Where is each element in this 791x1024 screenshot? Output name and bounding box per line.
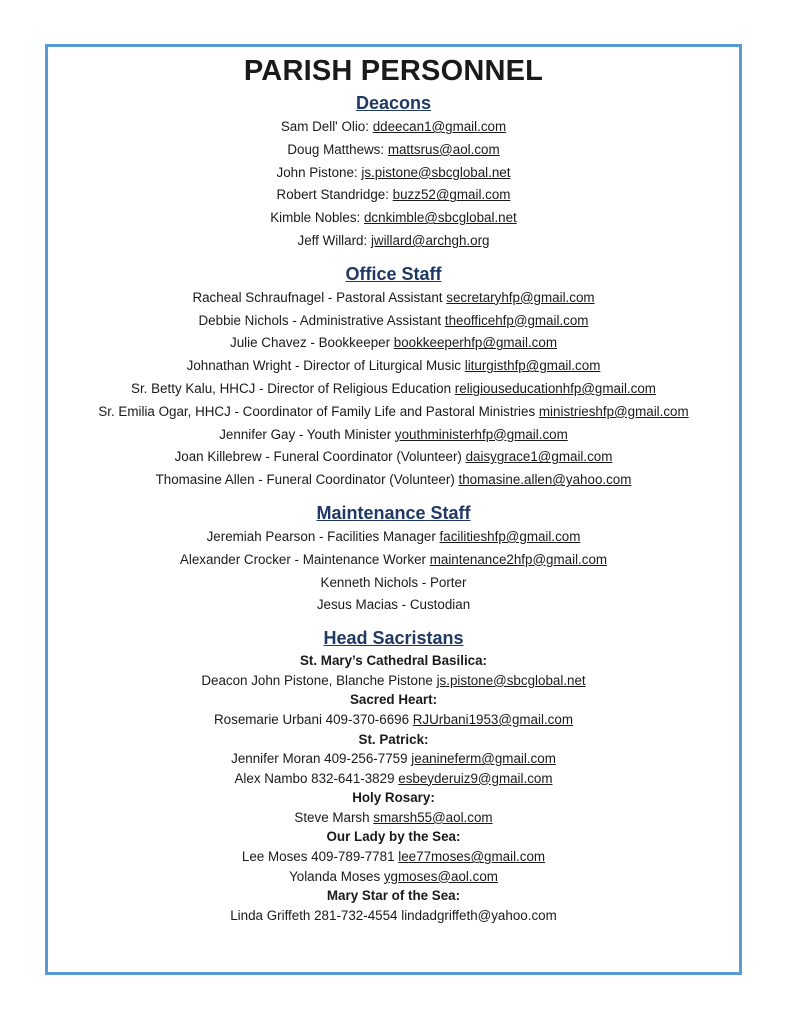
contact-line: [48, 207, 739, 230]
email-link[interactable]: daisygrace1@gmail.com: [465, 449, 613, 465]
contact-name: Sr. Betty Kalu, HHCJ - Director of Religious Education: [131, 380, 455, 396]
contact-name: Alexander Crocker - Maintenance Worker: [179, 551, 430, 567]
contact-name: Doug Matthews:: [287, 141, 388, 157]
email-link[interactable]: dcnkimble@sbcglobal.net: [363, 210, 517, 226]
maintenance-staff-list: [48, 526, 739, 617]
contact-line: [48, 867, 739, 887]
deacons-list: [48, 116, 739, 253]
contact-line: [48, 749, 739, 769]
email-link[interactable]: bookkeeperhfp@gmail.com: [393, 335, 557, 351]
church-name: Holy Rosary:: [352, 790, 435, 806]
contact-line: [48, 116, 739, 139]
contact-name: Jennifer Moran 409-256-7759: [231, 751, 412, 767]
contact-line: [48, 401, 739, 424]
contact-line: [48, 310, 739, 333]
church-name: Our Lady by the Sea:: [326, 829, 461, 845]
email-link[interactable]: facilitieshfp@gmail.com: [439, 528, 581, 544]
email-link[interactable]: maintenance2hfp@gmail.com: [429, 551, 608, 567]
contact-name: Lee Moses 409-789-7781: [241, 849, 399, 865]
contact-name: Jeremiah Pearson - Facilities Manager: [206, 528, 440, 544]
email-link[interactable]: js.pistone@sbcglobal.net: [361, 164, 511, 180]
contact-line: [48, 355, 739, 378]
email-link[interactable]: secretaryhfp@gmail.com: [446, 289, 595, 305]
email-link[interactable]: js.pistone@sbcglobal.net: [436, 672, 586, 688]
contact-name: John Pistone:: [276, 164, 362, 180]
contact-name: Johnathan Wright - Director of Liturgical Music: [186, 358, 465, 374]
email-link[interactable]: buzz52@gmail.com: [392, 187, 511, 203]
contact-name: Sam Dell' Olio:: [280, 119, 373, 134]
church-name: Sacred Heart:: [349, 692, 438, 708]
email-link[interactable]: jwillard@archgh.org: [370, 232, 490, 248]
email-link[interactable]: jeanineferm@gmail.com: [411, 751, 556, 767]
contact-name: Steve Marsh: [294, 809, 374, 825]
church-name: St. Mary’s Cathedral Basilica:: [299, 653, 488, 669]
contact-line: [48, 424, 739, 447]
deacons-heading: Deacons: [355, 93, 432, 113]
contact-name: Julie Chavez - Bookkeeper: [230, 335, 394, 351]
contact-name: Yolanda Moses: [289, 868, 384, 884]
contact-line: [48, 526, 739, 549]
contact-line: [48, 572, 739, 595]
church-name: St. Patrick:: [358, 731, 429, 747]
maintenance-staff-heading: Maintenance Staff: [316, 502, 471, 523]
contact-line: [48, 162, 739, 185]
email-link[interactable]: ministrieshfp@gmail.com: [538, 403, 689, 419]
office-staff-list: [48, 287, 739, 492]
contact-name: Alex Nambo 832-641-3829: [234, 770, 399, 786]
email-link[interactable]: smarsh55@aol.com: [373, 809, 493, 825]
contact-name: Jeff Willard:: [297, 232, 371, 248]
contact-line: [48, 710, 739, 730]
contact-line: [48, 446, 739, 469]
contact-line: [48, 847, 739, 867]
office-staff-heading: Office Staff: [345, 263, 442, 284]
contact-line: [48, 549, 739, 572]
contact-name: Jesus Macias - Custodian: [316, 597, 471, 613]
contact-line: [48, 808, 739, 828]
email-link[interactable]: theofficehfp@gmail.com: [444, 312, 589, 328]
contact-name: Deacon John Pistone, Blanche Pistone: [201, 672, 437, 688]
email-link[interactable]: youthministerhfp@gmail.com: [394, 426, 568, 442]
contact-line: [48, 287, 739, 310]
email-link[interactable]: ddeecan1@gmail.com: [372, 119, 507, 134]
contact-line: [48, 594, 739, 617]
contact-name: Debbie Nichols - Administrative Assistant: [198, 312, 445, 328]
contact-line: [48, 184, 739, 207]
contact-line: [48, 671, 739, 691]
contact-name: Robert Standridge:: [276, 187, 393, 203]
email-link[interactable]: lee77moses@gmail.com: [398, 849, 546, 865]
contact-name: Rosemarie Urbani 409-370-6696: [214, 711, 413, 727]
email-link[interactable]: ygmoses@aol.com: [383, 868, 498, 884]
email-link[interactable]: liturgisthfp@gmail.com: [464, 358, 601, 374]
contact-line: [48, 378, 739, 401]
contact-line: [48, 769, 739, 789]
contact-name: Kimble Nobles:: [270, 210, 364, 226]
head-sacristans-heading: Head Sacristans: [323, 628, 464, 649]
contact-line: [48, 332, 739, 355]
contact-line: [48, 139, 739, 162]
head-sacristans-list: [48, 651, 739, 925]
email-link[interactable]: religiouseducationhfp@gmail.com: [454, 380, 656, 396]
contact-name: Sr. Emilia Ogar, HHCJ - Coordinator of Family Life and Pastoral Ministries: [98, 403, 539, 419]
contact-name: Racheal Schraufnagel - Pastoral Assistant: [192, 289, 447, 305]
contact-name: Linda Griffeth 281-732-4554 lindadgriffeth@yahoo.com: [230, 907, 557, 923]
email-link[interactable]: RJUrbani1953@gmail.com: [412, 711, 573, 727]
contact-name: Thomasine Allen - Funeral Coordinator (Volunteer): [155, 472, 459, 488]
contact-name: Jennifer Gay - Youth Minister: [219, 426, 395, 442]
contact-name: Joan Killebrew - Funeral Coordinator (Volunteer): [174, 449, 466, 465]
contact-line: [48, 906, 739, 926]
email-link[interactable]: thomasine.allen@yahoo.com: [458, 472, 632, 488]
contact-name: Kenneth Nichols - Porter: [320, 574, 467, 590]
contact-line: [48, 469, 739, 492]
document-body: [48, 52, 739, 925]
page-title: PARISH PERSONNEL: [243, 55, 544, 87]
church-name: Mary Star of the Sea:: [326, 888, 461, 904]
contact-line: [48, 230, 739, 253]
email-link[interactable]: mattsrus@aol.com: [387, 141, 500, 157]
email-link[interactable]: esbeyderuiz9@gmail.com: [398, 770, 553, 786]
